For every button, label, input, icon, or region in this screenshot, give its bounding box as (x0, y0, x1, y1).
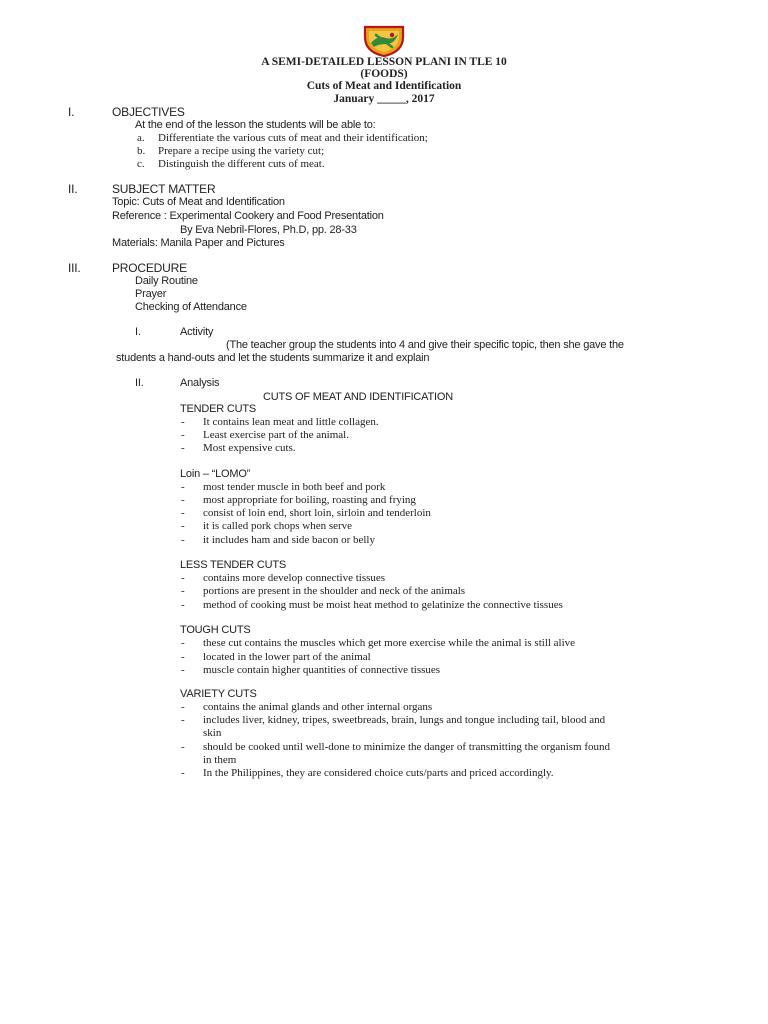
tough-cuts-heading: TOUGH CUTS (180, 624, 251, 636)
procedure-heading: PROCEDURE (112, 261, 187, 275)
activity-description: (The teacher group the students into 4 and give their specific topic, then she gave the (226, 339, 624, 351)
tender-cuts-heading: TENDER CUTS (180, 403, 257, 415)
list-item: In the Philippines, they are considered choice cuts/parts and priced accordingly. (203, 767, 554, 779)
document-title: A SEMI-DETAILED LESSON PLANI IN TLE 10 (261, 56, 507, 68)
list-item: these cut contains the muscles which get more exercise while the animal is still alive (203, 637, 576, 649)
bullet-dash: - (181, 481, 185, 493)
bullet-dash: - (181, 572, 185, 584)
bullet-dash: - (181, 520, 185, 532)
objectives-intro: At the end of the lesson the students will be able to: (135, 119, 376, 131)
lesson-date: January _____, 2017 (333, 93, 435, 105)
activity-description: students a hand-outs and let the students summarize it and explain (116, 352, 430, 364)
list-item: portions are present in the shoulder and neck of the animals (203, 585, 466, 597)
analysis-numeral: II. (135, 377, 144, 389)
bullet-dash: - (181, 741, 185, 753)
list-item: contains more develop connective tissues (203, 572, 386, 584)
objectives-heading: OBJECTIVES (112, 105, 185, 119)
bullet-dash: - (181, 637, 185, 649)
subject-materials: Materials: Manila Paper and Pictures (112, 237, 285, 249)
lesson-topic: Cuts of Meat and Identification (306, 80, 462, 92)
bullet-dash: - (181, 416, 185, 428)
list-item: Least exercise part of the animal. (203, 429, 349, 441)
objective-label: a. (137, 132, 145, 144)
subject-topic: Topic: Cuts of Meat and Identification (112, 196, 285, 208)
list-item: It contains lean meat and little collagen. (203, 416, 379, 428)
activity-numeral: I. (135, 326, 141, 338)
procedure-numeral: III. (68, 261, 81, 275)
list-item: includes liver, kidney, tripes, sweetbreads, brain, lungs and tongue including tail, blood and (203, 714, 606, 726)
analysis-title: CUTS OF MEAT AND IDENTIFICATION (263, 391, 453, 403)
bullet-dash: - (181, 585, 185, 597)
objective-label: b. (137, 145, 146, 157)
objective-label: c. (137, 158, 145, 170)
analysis-label: Analysis (180, 377, 220, 389)
subject-author: By Eva Nebril-Flores, Ph.D, pp. 28-33 (180, 224, 357, 236)
subject-reference: Reference : Experimental Cookery and Food Presentation (112, 210, 384, 222)
bullet-dash: - (181, 651, 185, 663)
document-subtitle: (FOODS) (360, 68, 408, 80)
list-item-continuation: in them (203, 754, 237, 766)
list-item: contains the animal glands and other internal organs (203, 701, 433, 713)
bullet-dash: - (181, 534, 185, 546)
bullet-dash: - (181, 494, 185, 506)
objective-item: Differentiate the various cuts of meat and their identification; (158, 132, 428, 144)
list-item: it is called pork chops when serve (203, 520, 353, 532)
list-item: it includes ham and side bacon or belly (203, 534, 375, 546)
list-item: most appropriate for boiling, roasting and frying (203, 494, 416, 506)
list-item-continuation: skin (203, 727, 222, 739)
list-item: muscle contain higher quantities of connective tissues (203, 664, 441, 676)
list-item: Most expensive cuts. (203, 442, 296, 454)
routine-item: Checking of Attendance (135, 301, 247, 313)
routine-item: Prayer (135, 288, 167, 300)
list-item: method of cooking must be moist heat method to gelatinize the connective tissues (203, 599, 563, 611)
loin-heading: Loin – “LOMO” (180, 468, 251, 480)
list-item: located in the lower part of the animal (203, 651, 371, 663)
bullet-dash: - (181, 507, 185, 519)
bullet-dash: - (181, 701, 185, 713)
objective-item: Distinguish the different cuts of meat. (158, 158, 325, 170)
variety-cuts-heading: VARIETY CUTS (180, 688, 257, 700)
objective-item: Prepare a recipe using the variety cut; (158, 145, 325, 157)
list-item: should be cooked until well-done to minimize the danger of transmitting the organism found (203, 741, 611, 753)
bullet-dash: - (181, 664, 185, 676)
subject-matter-numeral: II. (68, 182, 78, 196)
less-tender-cuts-heading: LESS TENDER CUTS (180, 559, 287, 571)
activity-label: Activity (180, 326, 214, 338)
list-item: most tender muscle in both beef and pork (203, 481, 386, 493)
subject-matter-heading: SUBJECT MATTER (112, 182, 216, 196)
routine-item: Daily Routine (135, 275, 198, 287)
bullet-dash: - (181, 714, 185, 726)
objectives-numeral: I. (68, 105, 75, 119)
school-logo (362, 25, 406, 57)
bullet-dash: - (181, 767, 185, 779)
bullet-dash: - (181, 599, 185, 611)
bullet-dash: - (181, 442, 185, 454)
list-item: consist of loin end, short loin, sirloin and tenderloin (203, 507, 431, 519)
bullet-dash: - (181, 429, 185, 441)
